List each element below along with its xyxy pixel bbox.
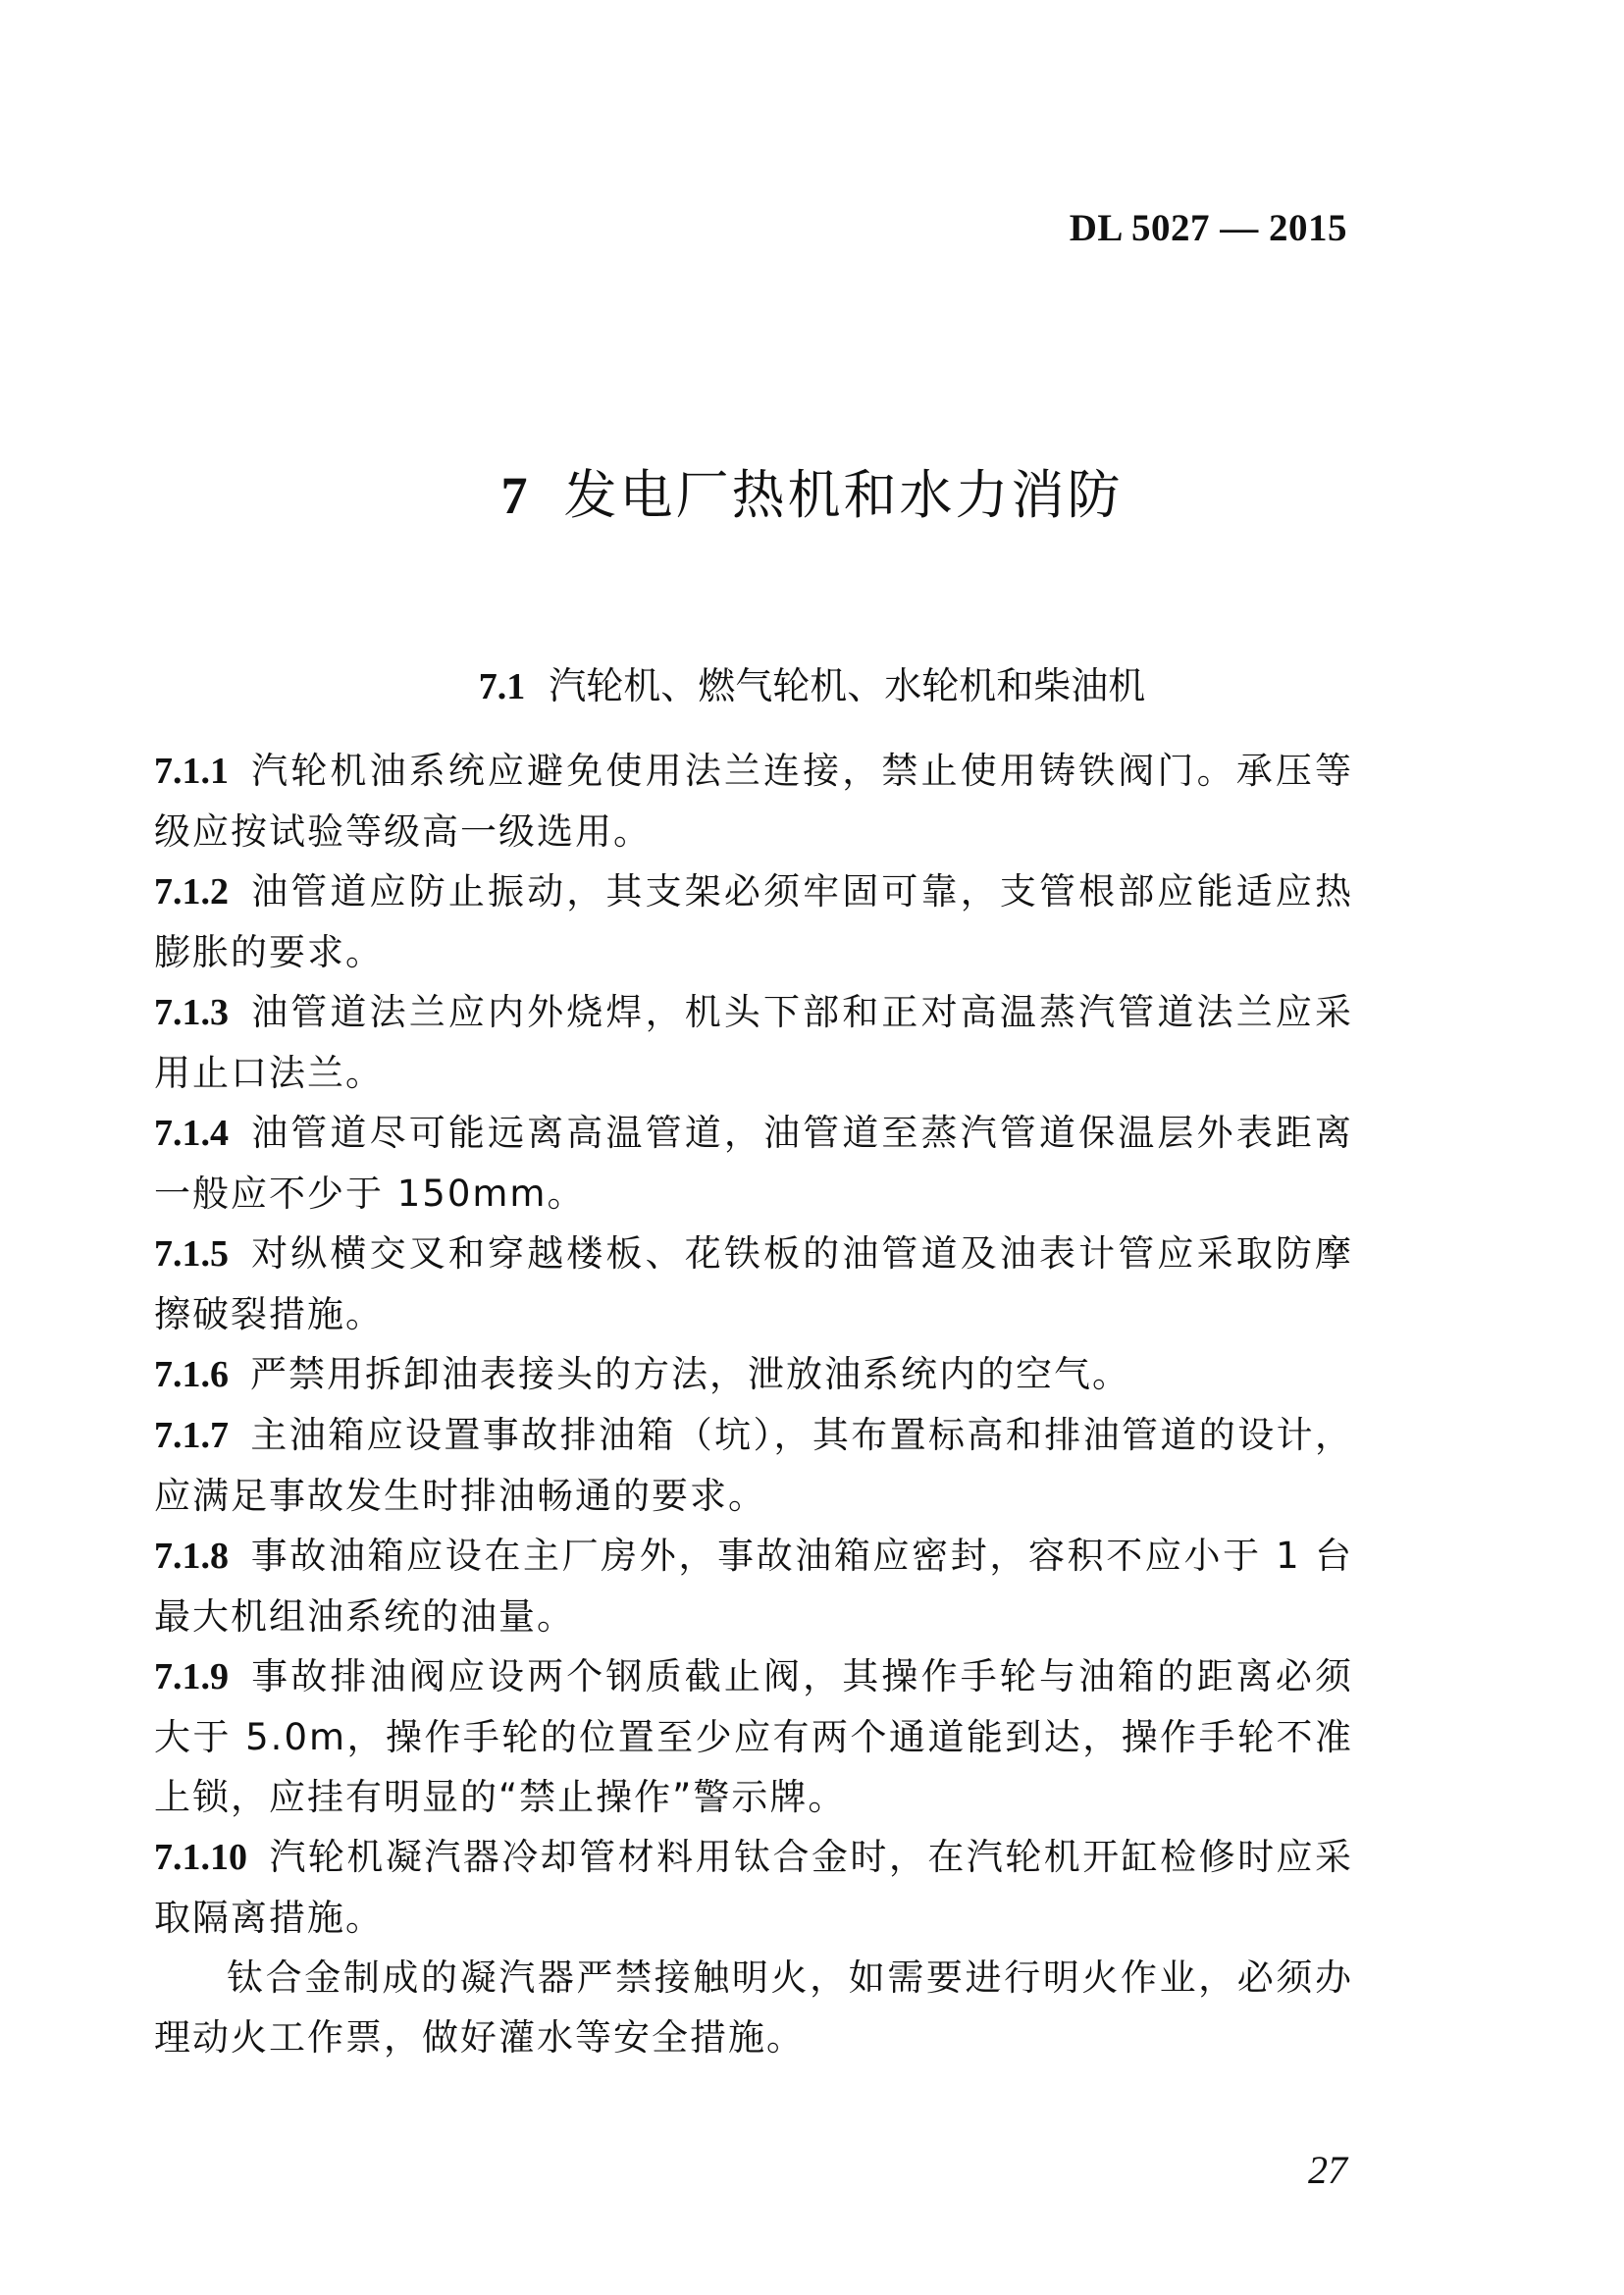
clause-number: 7.1.10 [154, 1837, 247, 1878]
section-number: 7.1 [478, 666, 526, 707]
clause-number: 7.1.1 [154, 751, 229, 792]
clause-number: 7.1.9 [154, 1656, 229, 1697]
chapter-title-text: 发电厂热机和水力消防 [563, 464, 1124, 526]
page-number: 27 [1308, 2148, 1347, 2192]
clause-number: 7.1.3 [154, 992, 229, 1033]
clause-text: 主油箱应设置事故排油箱（坑），其布置标高和排油管道的设计，应满足事故发生时排油畅通的要求。 [154, 1414, 1353, 1517]
clause-7-1-6 [154, 1344, 1353, 1405]
clause-number: 7.1.4 [154, 1113, 229, 1154]
clause-7-1-2 [154, 861, 1353, 982]
clause-text: 事故排油阀应设两个钢质截止阀，其操作手轮与油箱的距离必须大于 5.0m，操作手轮的位置至少应有两个通道能到达，操作手轮不准上锁，应挂有明显的“禁止操作”警示牌。 [154, 1655, 1353, 1818]
clause-7-1-8 [154, 1526, 1353, 1646]
clause-number: 7.1.7 [154, 1415, 229, 1456]
document-code: DL 5027 — 2015 [1069, 207, 1347, 249]
clause-7-1-9 [154, 1646, 1353, 1827]
clause-7-1-10 [154, 1827, 1353, 1948]
clause-text: 汽轮机凝汽器冷却管材料用钛合金时，在汽轮机开缸检修时应采取隔离措施。 [154, 1836, 1353, 1939]
clause-text: 汽轮机油系统应避免使用法兰连接，禁止使用铸铁阀门。承压等级应按试验等级高一级选用。 [154, 750, 1353, 853]
clause-number: 7.1.6 [154, 1354, 229, 1395]
clause-7-1-4 [154, 1103, 1353, 1224]
clause-number: 7.1.2 [154, 871, 229, 913]
section-title-text: 汽轮机、燃气轮机、水轮机和柴油机 [549, 664, 1146, 707]
clause-text: 严禁用拆卸油表接头的方法，泄放油系统内的空气。 [250, 1353, 1130, 1395]
trailing-paragraph: 钛合金制成的凝汽器严禁接触明火，如需要进行明火作业，必须办理动火工作票，做好灌水等安全措施。 [154, 1956, 1353, 2059]
chapter-number: 7 [500, 466, 531, 525]
document-body [154, 741, 1353, 2067]
clause-number: 7.1.8 [154, 1536, 229, 1577]
clause-text: 油管道法兰应内外烧焊，机头下部和正对高温蒸汽管道法兰应采用止口法兰。 [154, 991, 1353, 1094]
clause-7-1-1 [154, 741, 1353, 861]
clause-text: 油管道尽可能远离高温管道，油管道至蒸汽管道保温层外表距离一般应不少于 150mm。 [154, 1112, 1353, 1215]
clause-text: 对纵横交叉和穿越楼板、花铁板的油管道及油表计管应采取防摩擦破裂措施。 [154, 1232, 1353, 1335]
section-title [0, 655, 1624, 709]
clause-7-1-5 [154, 1224, 1353, 1344]
clause-text: 事故油箱应设在主厂房外，事故油箱应密封，容积不应小于 1 台最大机组油系统的油量。 [154, 1535, 1353, 1638]
clause-7-1-3 [154, 982, 1353, 1103]
clause-text: 油管道应防止振动，其支架必须牢固可靠，支管根部应能适应热膨胀的要求。 [154, 870, 1353, 973]
clause-number: 7.1.5 [154, 1233, 229, 1275]
clause-7-1-7 [154, 1405, 1353, 1526]
chapter-title [0, 453, 1624, 529]
